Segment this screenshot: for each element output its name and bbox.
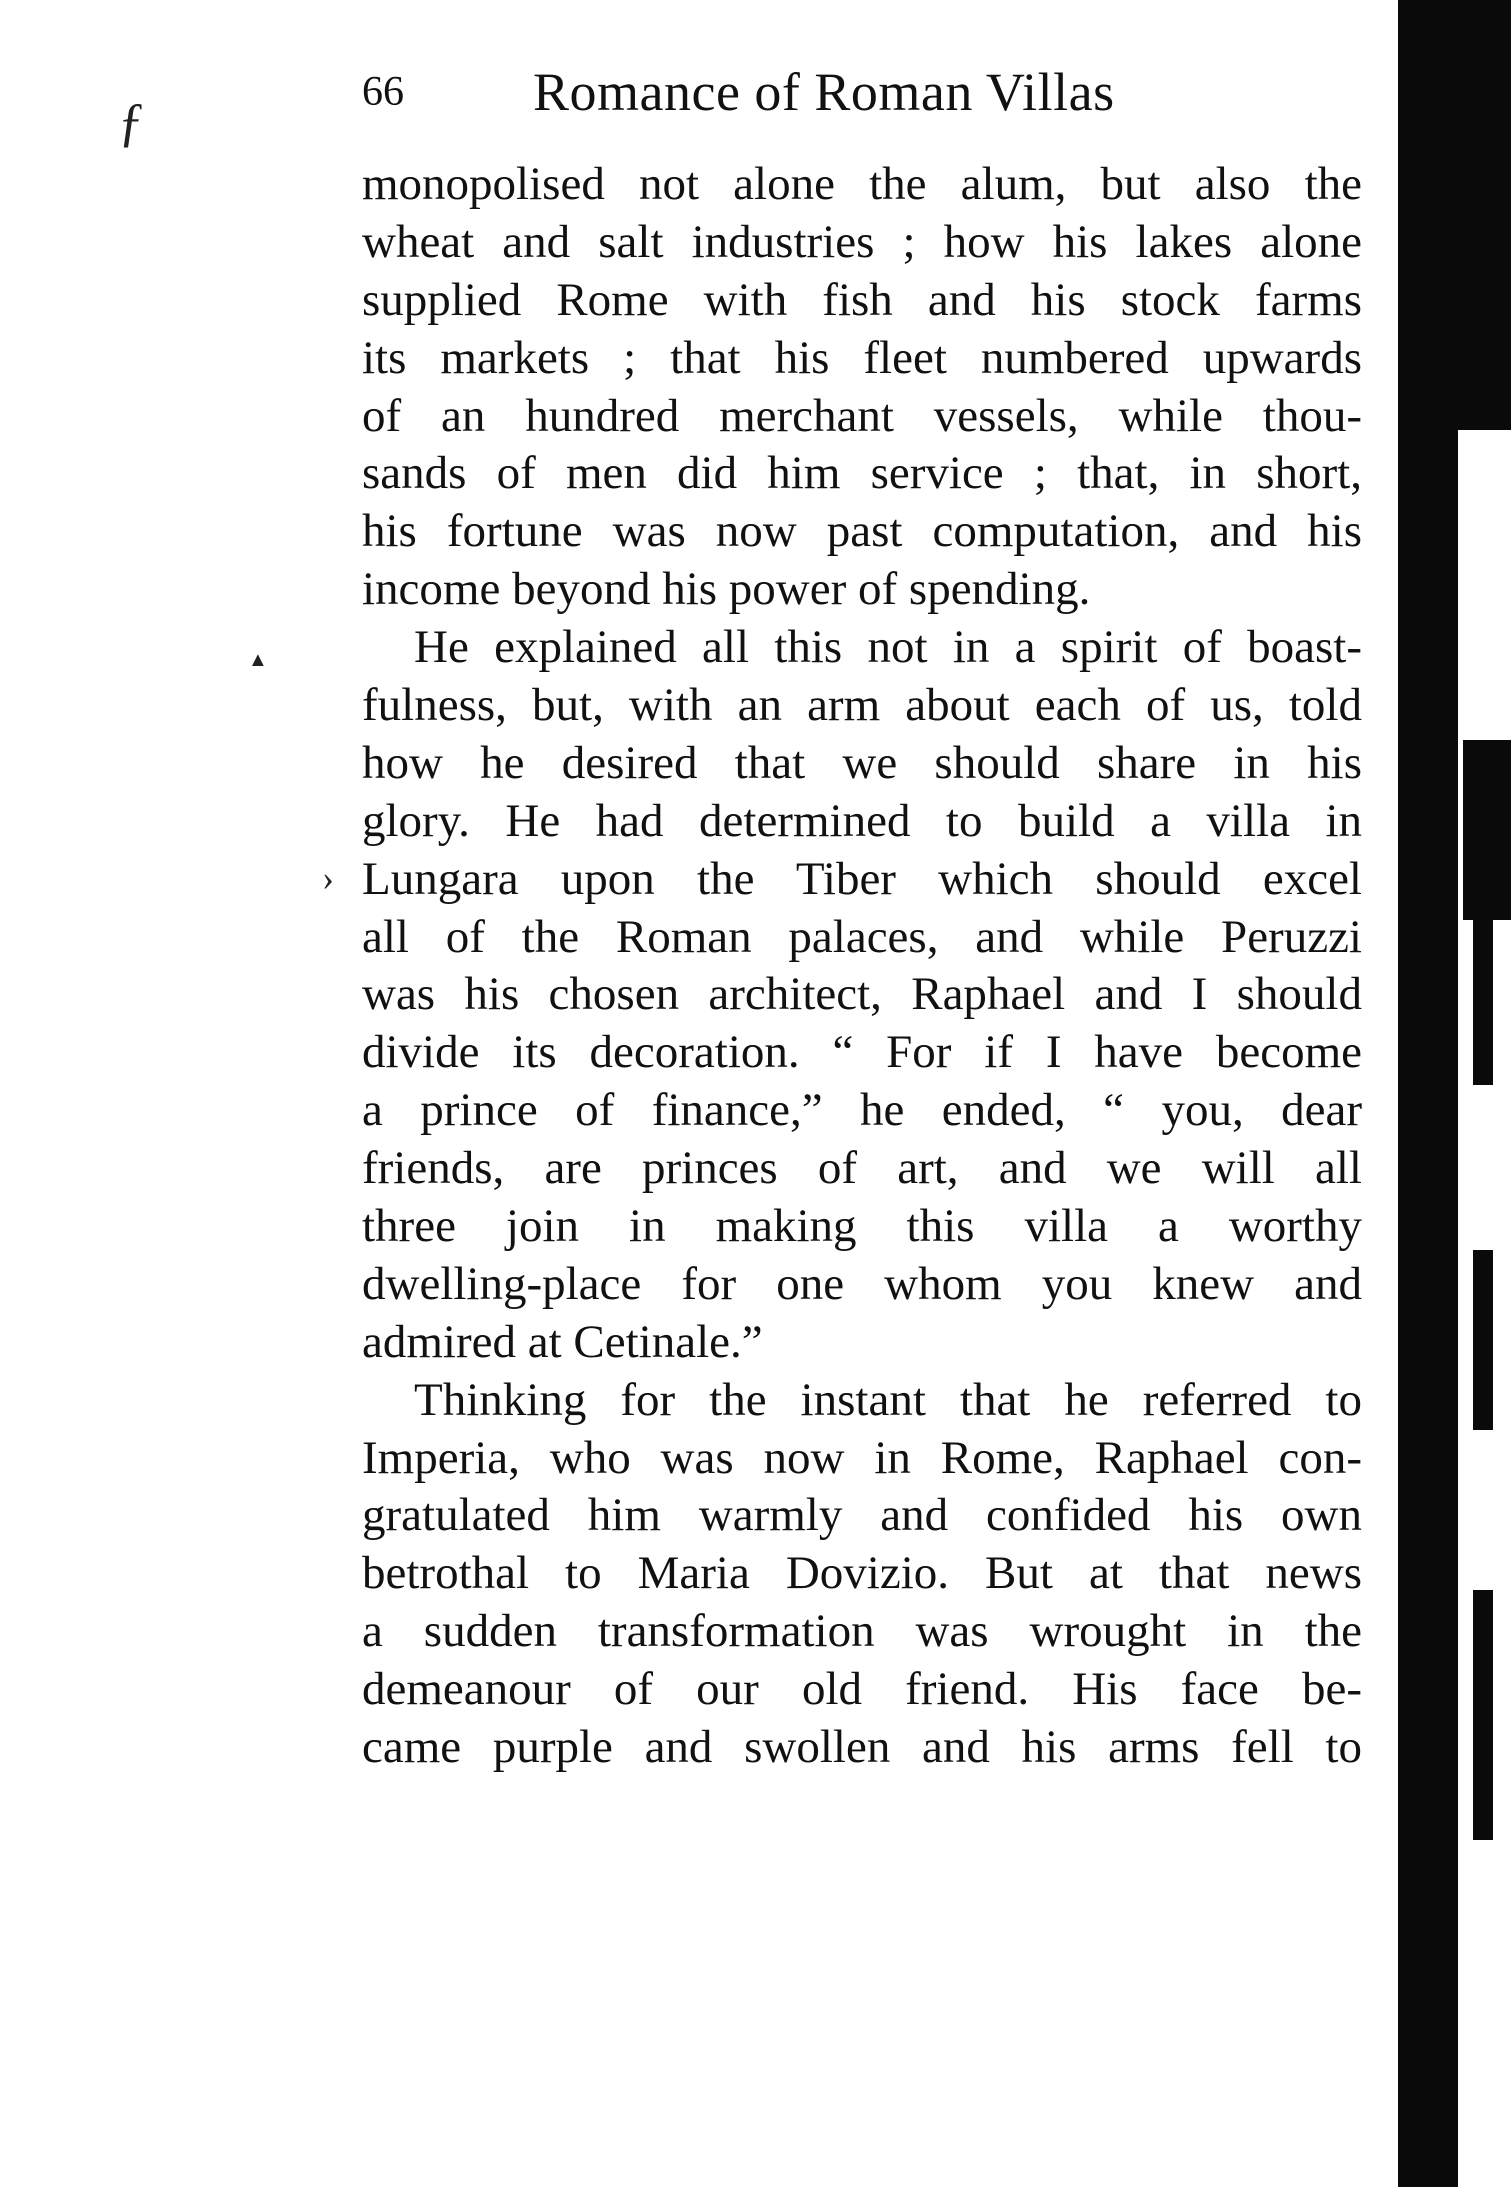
body-text bbox=[362, 156, 1362, 1777]
text-line: his fortune was now past computation, and his bbox=[362, 505, 1362, 558]
binding-shadow-strip bbox=[1473, 1590, 1493, 1840]
text-line: Lungara upon the Tiber which should excel bbox=[362, 852, 1362, 905]
binding-margin bbox=[1473, 920, 1511, 2187]
text-line: Imperia, who was now in Rome, Raphael con- bbox=[362, 1431, 1362, 1484]
binding-shadow-strip bbox=[1473, 920, 1493, 1085]
text-line: betrothal to Maria Dovizio. But at that news bbox=[362, 1547, 1362, 1600]
text-line: supplied Rome with fish and his stock farms bbox=[362, 273, 1362, 326]
running-title: Romance of Roman Villas bbox=[533, 62, 1115, 122]
text-line: gratulated him warmly and confided his own bbox=[362, 1489, 1362, 1542]
binding-shadow bbox=[1398, 0, 1458, 2187]
text-line: a sudden transformation was wrought in the bbox=[362, 1605, 1362, 1658]
binding-shadow-mid bbox=[1463, 740, 1511, 920]
text-line: all of the Roman palaces, and while Peruzzi bbox=[362, 910, 1362, 963]
text-line: came purple and swollen and his arms fell to bbox=[362, 1721, 1362, 1774]
binding-shadow-strip bbox=[1473, 1250, 1493, 1430]
text-line: fulness, but, with an arm about each of us, told bbox=[362, 679, 1362, 732]
text-line: a prince of finance,” he ended, “ you, dear bbox=[362, 1084, 1362, 1137]
text-line: monopolised not alone the alum, but also the bbox=[362, 158, 1362, 210]
text-line: wheat and salt industries ; how his lakes alone bbox=[362, 215, 1362, 268]
text-line: sands of men did him service ; that, in short, bbox=[362, 447, 1362, 500]
text-line: its markets ; that his fleet numbered upwards bbox=[362, 331, 1362, 384]
binding-shadow-top bbox=[1458, 0, 1511, 430]
binding-gutter bbox=[1393, 0, 1511, 2187]
text-line: He explained all this not in a spirit of boast- bbox=[414, 621, 1362, 674]
page-header bbox=[362, 52, 1362, 132]
binding-gap bbox=[1466, 430, 1511, 740]
margin-speck-icon: ▲ bbox=[248, 649, 268, 671]
text-line: dwelling-place for one whom you knew and bbox=[362, 1257, 1362, 1310]
margin-tick-icon: › bbox=[322, 858, 334, 898]
text-line: glory. He had determined to build a villa in bbox=[362, 794, 1362, 847]
text-line: three join in making this villa a worthy bbox=[362, 1200, 1362, 1253]
text-line: how he desired that we should share in his bbox=[362, 736, 1362, 789]
text-line: demeanour of our old friend. His face be- bbox=[362, 1663, 1362, 1716]
text-line: admired at Cetinale.” bbox=[362, 1315, 763, 1368]
margin-mark-icon: ƒ bbox=[118, 92, 145, 152]
text-line: was his chosen architect, Raphael and I should bbox=[362, 968, 1362, 1021]
text-line: income beyond his power of spending. bbox=[362, 563, 1091, 616]
text-line: friends, are princes of art, and we will all bbox=[362, 1142, 1362, 1195]
text-line: of an hundred merchant vessels, while thou- bbox=[362, 389, 1362, 442]
text-line: divide its decoration. “ For if I have become bbox=[362, 1026, 1362, 1079]
page-number: 66 bbox=[362, 69, 404, 115]
text-line: Thinking for the instant that he referred to bbox=[414, 1373, 1362, 1426]
